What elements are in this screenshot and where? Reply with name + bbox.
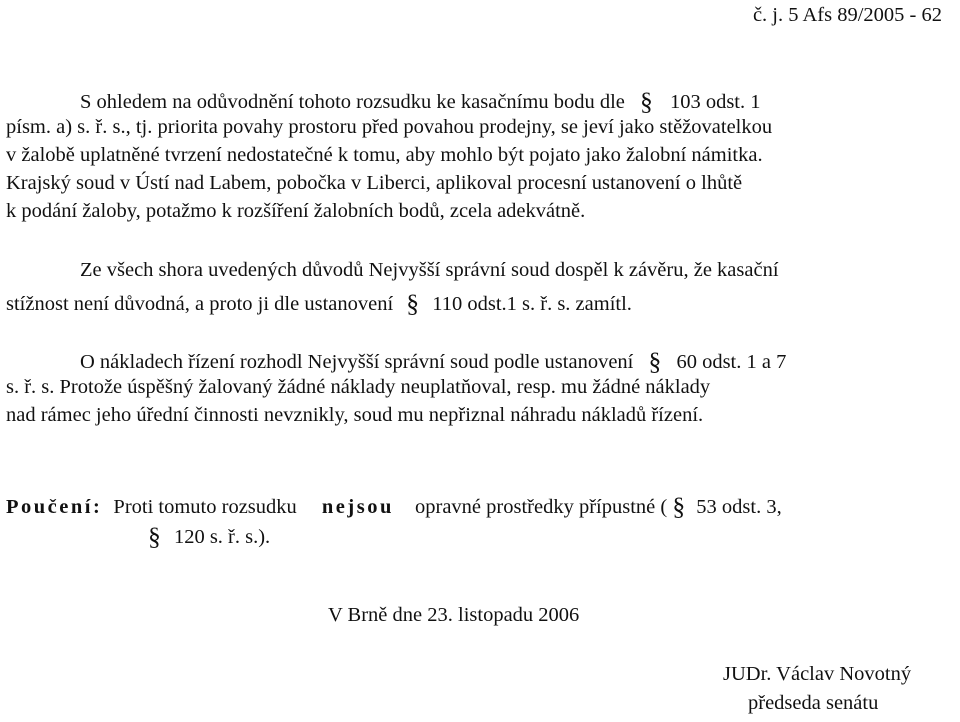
- section-sign: §: [672, 492, 686, 521]
- section-sign: §: [148, 522, 161, 551]
- emphasis-text: nejsou: [321, 496, 394, 518]
- text-segment: 110 odst.1 s. ř. s. zamítl.: [432, 293, 632, 315]
- signature-name: JUDr. Václav Novotný: [723, 663, 912, 685]
- text-line: [80, 345, 786, 375]
- text-line: [6, 490, 782, 520]
- text-line: s. ř. s. Protože úspěšný žalovaný žádné náklady neuplatňoval, resp. mu žádné náklady: [6, 376, 711, 398]
- text-segment: 53 odst. 3,: [696, 496, 782, 518]
- instruction-label: Poučení:: [6, 496, 103, 518]
- text-line: [6, 287, 632, 317]
- text-segment: stížnost není důvodná, a proto ji dle ustanovení: [6, 293, 394, 315]
- text-segment: opravné prostředky přípustné (: [415, 496, 668, 518]
- text-segment: 103 odst. 1: [669, 91, 761, 113]
- case-number: č. j. 5 Afs 89/2005 - 62: [752, 4, 942, 26]
- section-sign: §: [640, 87, 653, 116]
- section-sign: §: [406, 289, 420, 318]
- text-segment: Proti tomuto rozsudku: [113, 496, 297, 518]
- text-segment: O nákladech řízení rozhodl Nejvyšší správní soud podle ustanovení: [80, 351, 634, 373]
- place-date: V Brně dne 23. listopadu 2006: [328, 604, 580, 626]
- text-line: k podání žaloby, potažmo k rozšíření žalobních bodů, zcela adekvátně.: [6, 200, 586, 222]
- text-line: nad rámec jeho úřední činnosti nevznikly, soud mu nepřiznal náhradu nákladů řízení.: [6, 404, 704, 426]
- section-sign: §: [648, 347, 662, 376]
- text-segment: 60 odst. 1 a 7: [676, 351, 787, 373]
- text-line: v žalobě uplatněné tvrzení nedostatečné k tomu, aby mohlo být pojato jako žalobní námitka.: [6, 144, 763, 166]
- text-line: [80, 85, 761, 115]
- text-line: Ze všech shora uvedených důvodů Nejvyšší správní soud dospěl k závěru, že kasační: [80, 259, 779, 281]
- text-segment: S ohledem na odůvodnění tohoto rozsudku ke kasačnímu bodu dle: [80, 91, 625, 113]
- text-segment: 120 s. ř. s.).: [173, 526, 271, 548]
- signature-role: předseda senátu: [748, 692, 879, 714]
- text-line: [148, 520, 270, 550]
- text-line: Krajský soud v Ústí nad Labem, pobočka v Liberci, aplikoval procesní ustanovení o lhůtě: [6, 172, 743, 194]
- text-line: písm. a) s. ř. s., tj. priorita povahy prostoru před povahou prodejny, se jeví jako stěžovatelkou: [6, 116, 773, 138]
